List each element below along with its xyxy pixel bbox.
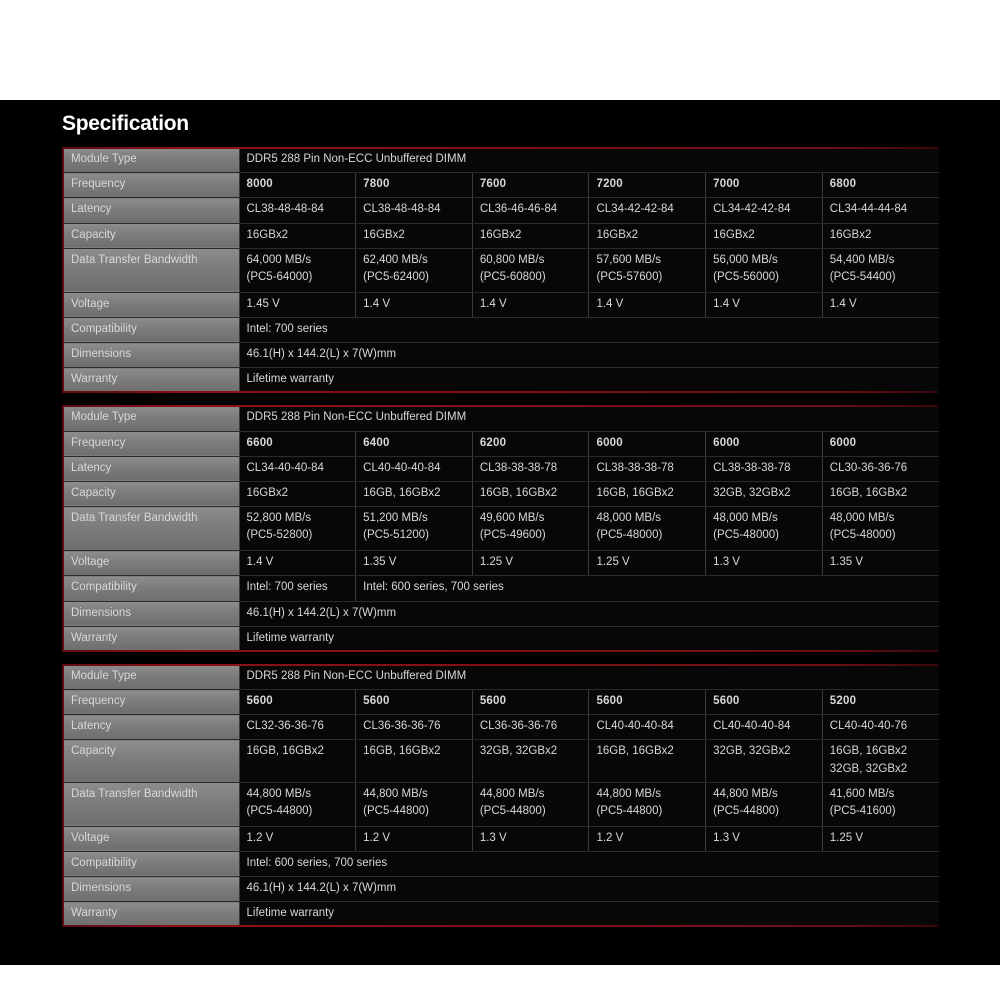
cell-voltage: 1.4 V <box>239 551 356 576</box>
cell-line: 54,400 MB/s <box>829 253 895 266</box>
cell-line: 16GB, 16GBx2 <box>363 745 441 758</box>
cell-voltage: 1.45 V <box>239 292 356 317</box>
table-row <box>63 248 939 292</box>
cell-module-type: DDR5 288 Pin Non-ECC Unbuffered DIMM <box>239 406 939 431</box>
cell-voltage: 1.35 V <box>356 551 473 576</box>
row-label-dimensions: Dimensions <box>63 601 239 626</box>
cell-capacity <box>822 740 939 782</box>
row-label-latency: Latency <box>63 198 239 223</box>
cell-bandwidth <box>589 782 706 826</box>
cell-voltage: 1.2 V <box>239 826 356 851</box>
spec-table-block <box>62 665 938 927</box>
table-row <box>63 292 939 317</box>
row-label-frequency: Frequency <box>63 431 239 456</box>
row-label-latency: Latency <box>63 715 239 740</box>
table-row <box>63 406 939 431</box>
cell-line: (PC5-52800) <box>246 529 313 542</box>
cell-voltage: 1.3 V <box>706 826 823 851</box>
cell-latency: CL36-36-36-76 <box>472 715 589 740</box>
cell-capacity <box>706 223 823 248</box>
specification-panel <box>0 100 1000 965</box>
row-label-voltage: Voltage <box>63 292 239 317</box>
table-row <box>63 665 939 690</box>
cell-line: 16GBx2 <box>479 228 522 241</box>
cell-line: (PC5-48000) <box>829 529 896 542</box>
cell-dimensions: 46.1(H) x 144.2(L) x 7(W)mm <box>239 877 939 902</box>
spec-table <box>62 665 939 927</box>
cell-voltage: 1.3 V <box>472 826 589 851</box>
cell-capacity <box>589 223 706 248</box>
cell-frequency: 6000 <box>822 431 939 456</box>
spec-table <box>62 148 939 392</box>
cell-line: (PC5-49600) <box>479 529 546 542</box>
cell-frequency: 6200 <box>472 431 589 456</box>
cell-line: 44,800 MB/s <box>363 787 428 800</box>
cell-warranty: Lifetime warranty <box>239 626 939 651</box>
cell-capacity <box>706 740 823 782</box>
cell-frequency: 5600 <box>706 690 823 715</box>
table-row <box>63 148 939 173</box>
cell-frequency: 6600 <box>239 431 356 456</box>
cell-line: 16GB, 16GBx2 <box>479 486 558 499</box>
cell-line: 44,800 MB/s <box>479 787 545 800</box>
row-label-capacity: Capacity <box>63 223 239 248</box>
cell-frequency: 5200 <box>822 690 939 715</box>
cell-frequency: 7800 <box>356 173 473 198</box>
cell-bandwidth <box>239 782 356 826</box>
spec-table-block <box>62 148 938 392</box>
cell-bandwidth <box>356 507 473 551</box>
row-label-capacity: Capacity <box>63 740 239 782</box>
cell-line: (PC5-54400) <box>829 270 896 283</box>
cell-latency: CL34-42-42-84 <box>706 198 823 223</box>
cell-capacity <box>822 223 939 248</box>
cell-capacity <box>472 223 589 248</box>
table-row <box>63 431 939 456</box>
cell-capacity <box>589 740 706 782</box>
cell-frequency: 6000 <box>706 431 823 456</box>
cell-module-type: DDR5 288 Pin Non-ECC Unbuffered DIMM <box>239 148 939 173</box>
table-row <box>63 576 939 601</box>
cell-line: 57,600 MB/s <box>596 253 662 266</box>
table-row <box>63 368 939 393</box>
cell-bandwidth <box>239 507 356 551</box>
cell-latency: CL38-48-48-84 <box>356 198 473 223</box>
cell-latency: CL38-38-38-78 <box>706 456 823 481</box>
table-row <box>63 456 939 481</box>
table-row <box>63 690 939 715</box>
cell-frequency: 7200 <box>589 173 706 198</box>
cell-frequency: 5600 <box>239 690 356 715</box>
page-title: Specification <box>62 112 189 135</box>
cell-line: (PC5-48000) <box>713 529 779 542</box>
cell-line: 44,800 MB/s <box>246 787 312 800</box>
table-row <box>63 551 939 576</box>
cell-line: 32GB, 32GBx2 <box>479 745 558 758</box>
cell-compatibility: Intel: 700 series <box>239 317 939 342</box>
table-row <box>63 851 939 876</box>
cell-capacity <box>472 481 589 506</box>
cell-compatibility: Intel: 700 series <box>239 576 356 601</box>
cell-frequency: 6400 <box>356 431 473 456</box>
cell-bandwidth <box>472 782 589 826</box>
cell-latency: CL34-44-44-84 <box>822 198 939 223</box>
cell-line: 49,600 MB/s <box>479 512 545 525</box>
row-label-warranty: Warranty <box>63 626 239 651</box>
cell-bandwidth <box>589 248 706 292</box>
cell-frequency: 5600 <box>472 690 589 715</box>
table-row <box>63 507 939 551</box>
cell-line: (PC5-57600) <box>596 270 663 283</box>
row-label-voltage: Voltage <box>63 551 239 576</box>
cell-line: 32GB, 32GBx2 <box>829 762 908 775</box>
cell-dimensions: 46.1(H) x 144.2(L) x 7(W)mm <box>239 343 939 368</box>
cell-line: 16GBx2 <box>246 228 289 241</box>
cell-line: 44,800 MB/s <box>596 787 662 800</box>
cell-line: 16GBx2 <box>596 228 639 241</box>
cell-frequency: 5600 <box>356 690 473 715</box>
cell-frequency: 8000 <box>239 173 356 198</box>
cell-bandwidth <box>356 248 473 292</box>
table-row <box>63 902 939 927</box>
row-label-capacity: Capacity <box>63 481 239 506</box>
row-label-compatibility: Compatibility <box>63 851 239 876</box>
cell-latency: CL40-40-40-84 <box>589 715 706 740</box>
row-label-bandwidth: Data Transfer Bandwidth <box>63 782 239 826</box>
cell-voltage: 1.35 V <box>822 551 939 576</box>
cell-compatibility: Intel: 600 series, 700 series <box>239 851 939 876</box>
row-label-dimensions: Dimensions <box>63 343 239 368</box>
cell-voltage: 1.4 V <box>822 292 939 317</box>
row-label-module-type: Module Type <box>63 148 239 173</box>
cell-line: 48,000 MB/s <box>829 512 895 525</box>
table-row <box>63 481 939 506</box>
cell-bandwidth <box>822 507 939 551</box>
spec-table <box>62 406 939 650</box>
table-row <box>63 782 939 826</box>
cell-latency: CL40-40-40-84 <box>356 456 473 481</box>
table-row <box>63 626 939 651</box>
spec-tables-host <box>62 148 938 926</box>
cell-bandwidth <box>706 248 823 292</box>
table-row <box>63 343 939 368</box>
cell-dimensions: 46.1(H) x 144.2(L) x 7(W)mm <box>239 601 939 626</box>
cell-line: 44,800 MB/s <box>713 787 778 800</box>
cell-voltage: 1.25 V <box>472 551 589 576</box>
table-row <box>63 601 939 626</box>
cell-latency: CL40-40-40-76 <box>822 715 939 740</box>
cell-frequency: 5600 <box>589 690 706 715</box>
cell-line: (PC5-48000) <box>596 529 663 542</box>
cell-line: (PC5-62400) <box>363 270 429 283</box>
cell-capacity <box>239 481 356 506</box>
table-row <box>63 317 939 342</box>
cell-line: 32GB, 32GBx2 <box>713 745 791 758</box>
cell-latency: CL40-40-40-84 <box>706 715 823 740</box>
cell-line: (PC5-64000) <box>246 270 313 283</box>
row-label-compatibility: Compatibility <box>63 317 239 342</box>
cell-voltage: 1.4 V <box>356 292 473 317</box>
cell-latency: CL34-40-40-84 <box>239 456 356 481</box>
cell-warranty: Lifetime warranty <box>239 368 939 393</box>
row-label-module-type: Module Type <box>63 406 239 431</box>
row-label-frequency: Frequency <box>63 690 239 715</box>
row-label-warranty: Warranty <box>63 368 239 393</box>
cell-line: (PC5-56000) <box>713 270 779 283</box>
cell-line: 16GBx2 <box>713 228 755 241</box>
cell-voltage: 1.4 V <box>589 292 706 317</box>
cell-capacity <box>239 740 356 782</box>
cell-line: 52,800 MB/s <box>246 512 312 525</box>
cell-voltage: 1.3 V <box>706 551 823 576</box>
cell-latency: CL38-38-38-78 <box>589 456 706 481</box>
cell-line: 51,200 MB/s <box>363 512 428 525</box>
cell-capacity <box>356 740 473 782</box>
cell-bandwidth <box>356 782 473 826</box>
cell-line: 56,000 MB/s <box>713 253 778 266</box>
cell-bandwidth <box>472 248 589 292</box>
cell-module-type: DDR5 288 Pin Non-ECC Unbuffered DIMM <box>239 665 939 690</box>
cell-frequency: 7000 <box>706 173 823 198</box>
cell-line: 32GB, 32GBx2 <box>713 486 791 499</box>
cell-bandwidth <box>706 507 823 551</box>
table-row <box>63 877 939 902</box>
cell-line: 16GBx2 <box>246 486 289 499</box>
cell-line: (PC5-44800) <box>479 804 546 817</box>
cell-line: 60,800 MB/s <box>479 253 545 266</box>
table-row <box>63 715 939 740</box>
cell-line: (PC5-44800) <box>246 804 313 817</box>
cell-latency: CL36-46-46-84 <box>472 198 589 223</box>
cell-latency: CL30-36-36-76 <box>822 456 939 481</box>
cell-frequency: 6800 <box>822 173 939 198</box>
cell-latency: CL38-48-48-84 <box>239 198 356 223</box>
cell-voltage: 1.2 V <box>589 826 706 851</box>
cell-capacity <box>822 481 939 506</box>
cell-frequency: 6000 <box>589 431 706 456</box>
spec-table-block <box>62 406 938 650</box>
row-label-bandwidth: Data Transfer Bandwidth <box>63 248 239 292</box>
cell-line: 16GB, 16GBx2 <box>829 486 908 499</box>
cell-latency: CL32-36-36-76 <box>239 715 356 740</box>
cell-line: (PC5-60800) <box>479 270 546 283</box>
table-row <box>63 223 939 248</box>
cell-capacity <box>706 481 823 506</box>
row-label-bandwidth: Data Transfer Bandwidth <box>63 507 239 551</box>
cell-bandwidth <box>239 248 356 292</box>
table-row <box>63 198 939 223</box>
cell-capacity <box>472 740 589 782</box>
cell-line: 16GB, 16GBx2 <box>596 745 674 758</box>
cell-line: 64,000 MB/s <box>246 253 312 266</box>
table-row <box>63 826 939 851</box>
row-label-latency: Latency <box>63 456 239 481</box>
cell-line: 16GBx2 <box>363 228 405 241</box>
cell-capacity <box>589 481 706 506</box>
cell-latency: CL36-36-36-76 <box>356 715 473 740</box>
cell-bandwidth <box>589 507 706 551</box>
table-row <box>63 740 939 782</box>
cell-line: 16GB, 16GBx2 <box>596 486 674 499</box>
cell-line: (PC5-51200) <box>363 529 429 542</box>
cell-voltage: 1.4 V <box>706 292 823 317</box>
cell-warranty: Lifetime warranty <box>239 902 939 927</box>
cell-capacity <box>356 481 473 506</box>
cell-voltage: 1.25 V <box>589 551 706 576</box>
cell-latency: CL34-42-42-84 <box>589 198 706 223</box>
row-label-module-type: Module Type <box>63 665 239 690</box>
cell-bandwidth <box>706 782 823 826</box>
cell-bandwidth <box>822 782 939 826</box>
cell-line: (PC5-41600) <box>829 804 896 817</box>
cell-bandwidth <box>472 507 589 551</box>
cell-voltage: 1.25 V <box>822 826 939 851</box>
row-label-warranty: Warranty <box>63 902 239 927</box>
cell-line: (PC5-44800) <box>363 804 429 817</box>
cell-line: (PC5-44800) <box>596 804 663 817</box>
cell-line: 48,000 MB/s <box>596 512 662 525</box>
cell-line: 16GB, 16GBx2 <box>829 745 908 758</box>
cell-line: 41,600 MB/s <box>829 787 895 800</box>
cell-compatibility: Intel: 600 series, 700 series <box>356 576 939 601</box>
cell-line: 62,400 MB/s <box>363 253 428 266</box>
cell-capacity <box>356 223 473 248</box>
row-label-compatibility: Compatibility <box>63 576 239 601</box>
cell-line: 16GB, 16GBx2 <box>363 486 441 499</box>
row-label-dimensions: Dimensions <box>63 877 239 902</box>
row-label-frequency: Frequency <box>63 173 239 198</box>
table-row <box>63 173 939 198</box>
cell-latency: CL38-38-38-78 <box>472 456 589 481</box>
cell-frequency: 7600 <box>472 173 589 198</box>
cell-line: 48,000 MB/s <box>713 512 778 525</box>
cell-bandwidth <box>822 248 939 292</box>
cell-line: 16GBx2 <box>829 228 872 241</box>
cell-capacity <box>239 223 356 248</box>
cell-line: 16GB, 16GBx2 <box>246 745 324 758</box>
cell-voltage: 1.4 V <box>472 292 589 317</box>
cell-line: (PC5-44800) <box>713 804 779 817</box>
row-label-voltage: Voltage <box>63 826 239 851</box>
cell-voltage: 1.2 V <box>356 826 473 851</box>
